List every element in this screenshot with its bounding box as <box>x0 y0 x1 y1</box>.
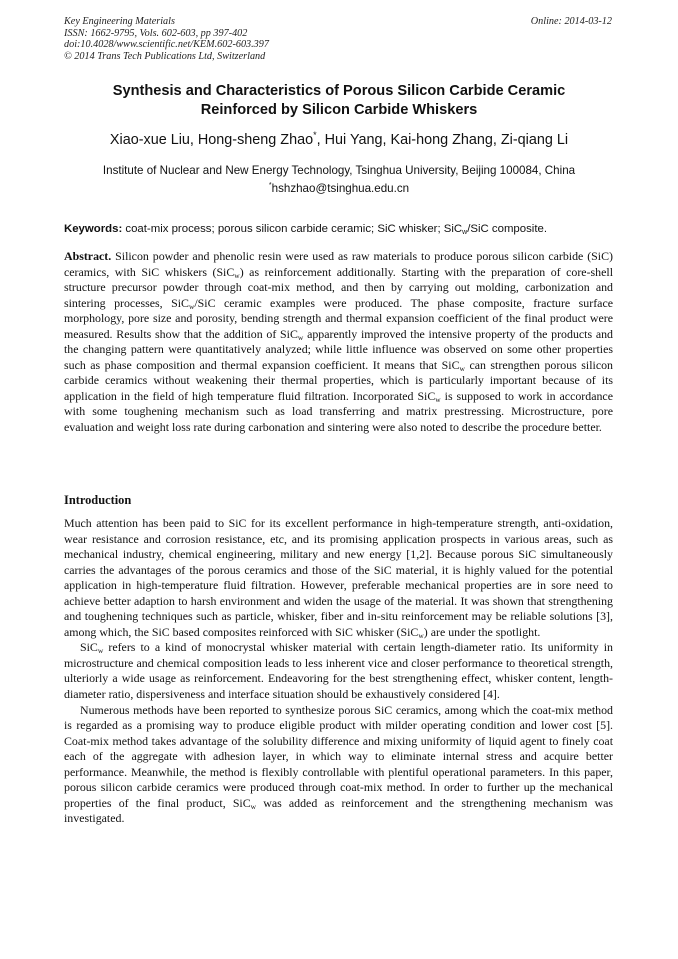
doi-line: doi:10.4028/www.scientific.net/KEM.602-603.397 <box>64 39 269 51</box>
abstract <box>64 249 613 436</box>
email-mark: * <box>268 182 272 189</box>
keywords-subscript: w <box>462 229 468 236</box>
author-names-2: , Hui Yang, Kai-hong Zhang, Zi-qiang Li <box>316 132 569 148</box>
subscript-w: w <box>435 394 441 404</box>
keywords <box>64 222 618 236</box>
intro-p2-text: refers to a kind of monocrystal whisker material with certain length-diameter ratio. Its uniformity in microstructure and chemical composition leads to less inherent vice and closer performance to theoretical strength, ulteriorly a wide usage as reinforcement. Endeavoring for the best strengthening effect, whisker content, length-diameter ratio, dispersiveness and interface situation should be exhaustively considered [4]. <box>64 640 613 702</box>
abstract-label: Abstract. <box>64 249 112 263</box>
section-heading-introduction: Introduction <box>64 493 132 507</box>
issn-line: ISSN: 1662-9795, Vols. 602-603, pp 397-402 <box>64 27 248 39</box>
intro-paragraph-3 <box>64 703 613 827</box>
keywords-label: Keywords: <box>64 223 123 235</box>
abstract-text-6: is supposed to work in accordance with some toughening mechanism such as load transferring and matrix prestressing. Microstructure, pore evaluation and weight loss rate during carbonation and sintering were also noted to describe the procedure better. <box>64 388 613 435</box>
copyright-line: © 2014 Trans Tech Publications Ltd, Switzerland <box>64 50 266 62</box>
abstract-text-4: apparently improved the intensive property of the products and the changing pattern were quantitatively analyzed; while little influence was observed on some other properties such as phase composition and thermal expansion coefficient. It means that SiC <box>64 326 614 372</box>
keywords-text: coat-mix process; porous silicon carbide ceramic; SiC whisker; SiC <box>122 223 463 235</box>
title-line-2: Reinforced by Silicon Carbide Whiskers <box>200 102 478 118</box>
subscript-w: w <box>250 801 257 811</box>
keywords-tail: /SiC composite. <box>467 223 547 235</box>
author-list <box>40 131 638 149</box>
abstract-text-2: ) as reinforcement additionally. Starting with the preparation of core-shell structure precursor powder through coat-mix method, and then by carrying out molding, carbonization and sintering processes, SiC <box>64 264 613 310</box>
subscript-w: w <box>459 363 465 373</box>
journal-header <box>64 16 612 62</box>
email-address: hshzhao@tsinghua.edu.cn <box>271 182 410 195</box>
abstract-text-5: can strengthen porous silicon carbide ceramics without weakening their thermal properties, which is particularly important because of its application in the field of high temperature fluid filtration. Incorporated SiC <box>64 357 614 403</box>
subscript-w: w <box>234 270 240 280</box>
online-date: Online: 2014-03-12 <box>530 16 612 27</box>
intro-paragraph-2 <box>64 640 613 702</box>
subscript-w: w <box>297 332 304 342</box>
title-line-1: Synthesis and Characteristics of Porous Silicon Carbide Ceramic <box>112 83 566 99</box>
intro-p1-text: Much attention has been paid to SiC for its excellent performance in high-temperature strength, anti-oxidation, wear resistance and corrosion resistance, etc, and its promising application prospects in various areas, such as mechanical industry, chemical engineering, military and new energy [1,2]. Because porous SiC simultaneously carries the advantages of the porous ceramics and those of the SiC material, it is highly valued for the potential application in high-temperature fluid filtration. However, preferable mechanical properties are in sore need to achieve better adaption to harsh environment and widen the usage of the material. It was shown that strengthening and toughening techniques such as particle, whisker, fiber and in-situ reinforcement may be reliable solutions [3], among which, the SiC based composites reinforced with SiC whisker (SiC <box>64 516 613 639</box>
intro-p1-tail: ) are under the spotlight. <box>423 624 541 639</box>
subscript-w: w <box>418 630 424 640</box>
author-names-1: Xiao-xue Liu, Hong-sheng Zhao <box>109 132 314 148</box>
subscript-w: w <box>188 301 195 311</box>
intro-p3-text: Numerous methods have been reported to synthesize porous SiC ceramics, among which the coat-mix method is regarded as a promising way to produce eligible product with milder operating condition and lower cost [5]. Coat-mix method takes advantage of the solubility difference and mixing uniformity of liquid agent to finely coat each of the aggregate with adhesion layer, in which way to eliminate internal stress and acquire better performance. Meanwhile, the method is flexibly controllable with plentiful operational parameters. In this paper, porous silicon carbide ceramics were produced through coat-mix method. In order to further up the mechanical properties of the final product, SiC <box>64 702 613 810</box>
introduction-body <box>64 516 613 827</box>
journal-name: Key Engineering Materials <box>64 16 175 27</box>
author-email <box>40 182 638 196</box>
intro-paragraph-1 <box>64 516 613 640</box>
intro-p2-start: SiC <box>80 640 98 655</box>
abstract-text-1: Silicon powder and phenolic resin were used as raw materials to produce porous silicon carbide (SiC) ceramics, with SiC whiskers (SiC <box>64 249 613 279</box>
corresponding-mark: * <box>313 130 317 140</box>
paper-title <box>64 82 614 120</box>
subscript-w: w <box>97 646 104 656</box>
intro-p3-tail: was added as reinforcement and the strengthening mechanism was investigated. <box>64 795 613 826</box>
affiliation: Institute of Nuclear and New Energy Technology, Tsinghua University, Beijing 100084, China <box>102 164 576 177</box>
abstract-text-3: /SiC ceramic examples were produced. The phase composite, fracture surface morphology, pore size and porosity, bending strength and thermal expansion coefficient of the final product were measured. Results show that the addition of SiC <box>64 295 613 341</box>
